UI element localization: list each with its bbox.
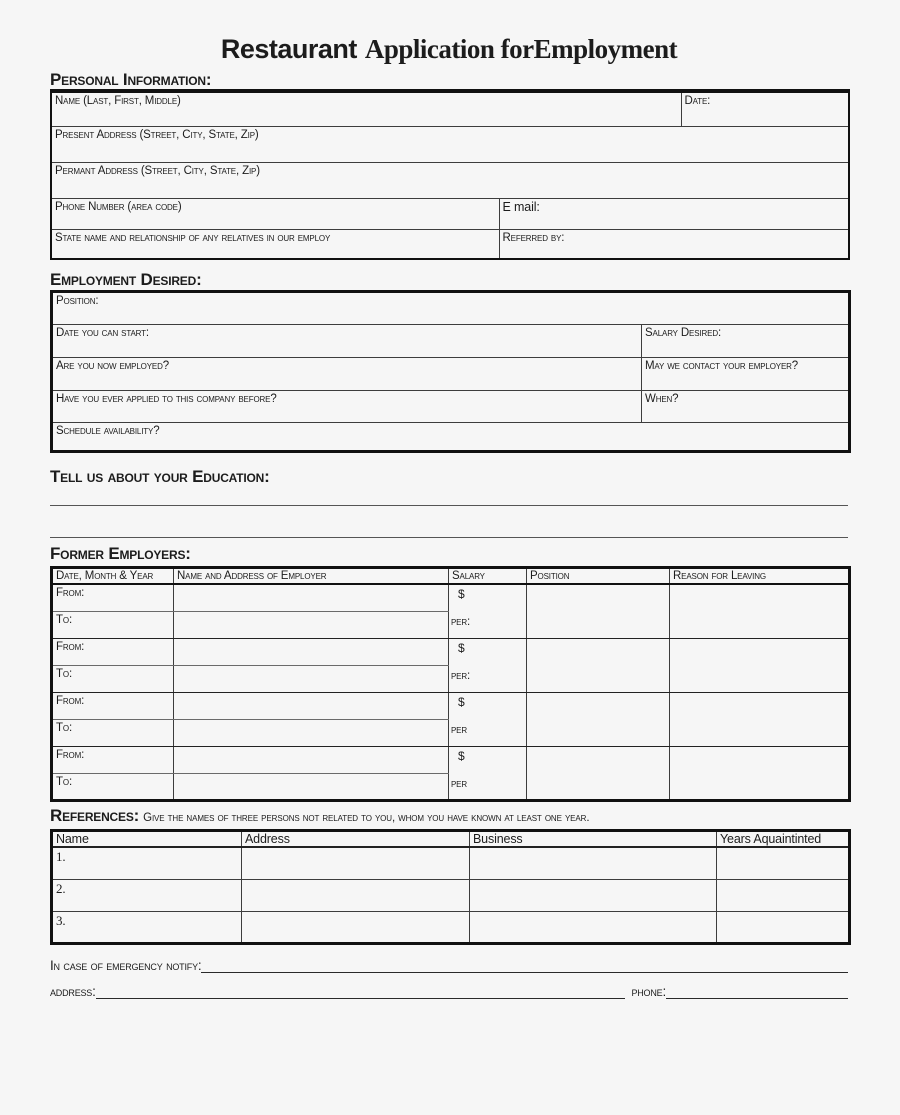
address-phone-row (50, 984, 848, 999)
schedule-availability-field-label: Schedule availability? (56, 425, 160, 437)
address-line[interactable] (96, 985, 626, 999)
reference-row-2 (52, 879, 850, 911)
reference1-business-cell[interactable] (470, 847, 717, 879)
per-label: per: (451, 669, 471, 682)
references-table (50, 829, 851, 945)
phone-label: phone: (631, 983, 666, 999)
employed-now-field-cell[interactable] (52, 358, 642, 391)
referred-by-field-label: Referred by: (502, 231, 565, 244)
per-label: per (451, 777, 467, 790)
employer2-name-cell[interactable] (174, 638, 449, 665)
relatives-field-label: State name and relationship of any relatives in our employ (55, 231, 331, 244)
phone-number-field-cell[interactable] (51, 198, 499, 229)
when-field-label: When? (645, 393, 679, 405)
to-label: To: (56, 775, 72, 788)
employer3-from-cell[interactable] (52, 692, 174, 719)
applied-before-field-label: Have you ever applied to this company before? (56, 393, 277, 405)
education-write-line-2[interactable] (50, 537, 848, 538)
employer1-name-cell[interactable] (174, 584, 449, 611)
to-label: To: (56, 667, 72, 680)
personal-information-table (50, 89, 850, 260)
employer2-to-cell[interactable] (52, 665, 174, 692)
reference1-address-cell[interactable] (242, 847, 470, 879)
email-field-label: E mail: (502, 199, 540, 214)
references-heading: References: (50, 805, 140, 825)
fe-col-header-salary: Salary (449, 568, 527, 585)
employer1-name-cell-2[interactable] (174, 611, 449, 638)
per-label: per: (451, 616, 471, 628)
dollar-sign: $ (458, 748, 465, 763)
from-label: From: (56, 694, 85, 707)
references-description: Give the names of three persons not related to you, whom you have known at least one year. (143, 811, 590, 824)
employer1-to-cell[interactable] (52, 611, 174, 638)
per-label: per (451, 723, 467, 736)
from-label: From: (56, 587, 85, 599)
start-date-field-label: Date you can start: (56, 327, 149, 339)
dollar-sign: $ (458, 694, 465, 709)
employer3-position-cell[interactable] (527, 692, 670, 746)
education-write-line-1[interactable] (50, 505, 848, 506)
contact-employer-field-cell[interactable] (642, 358, 850, 391)
reference2-address-cell[interactable] (242, 879, 470, 911)
dollar-sign: $ (458, 587, 465, 601)
employer4-name-cell-2[interactable] (174, 773, 449, 800)
address-label: address: (50, 983, 96, 999)
employer4-salary-cell[interactable] (449, 746, 527, 800)
phone-line[interactable] (666, 985, 848, 999)
form-title (50, 34, 848, 64)
reference3-years-cell[interactable] (717, 911, 850, 943)
ref-col-header-name: Name (52, 830, 242, 847)
employment-desired-table (50, 290, 851, 453)
employer1-reason-cell[interactable] (670, 584, 850, 638)
fe-col-header-date: Date, Month & Year (52, 568, 174, 585)
employer2-reason-cell[interactable] (670, 638, 850, 692)
salary-desired-field-cell[interactable] (642, 325, 850, 358)
fe-col-header-position: Position (527, 568, 670, 585)
personal-information-heading: Personal Information: (50, 70, 212, 89)
present-address-field-cell[interactable] (51, 126, 849, 162)
reference1-number: 1. (56, 849, 66, 864)
former-employers-heading: Former Employers: (50, 544, 191, 563)
reference2-business-cell[interactable] (470, 879, 717, 911)
email-field-cell[interactable] (499, 198, 849, 229)
permanent-address-field-cell[interactable] (51, 162, 849, 198)
form-title-restaurant: Restaurant (220, 34, 357, 64)
employer4-name-cell[interactable] (174, 746, 449, 773)
present-address-field-label: Present Address (Street, City, State, Zip) (55, 128, 259, 141)
education-heading: Tell us about your Education: (50, 467, 270, 486)
references-heading-row (50, 806, 848, 826)
employer3-name-cell[interactable] (174, 692, 449, 719)
employer2-position-cell[interactable] (527, 638, 670, 692)
reference-row-3 (52, 911, 850, 943)
reference3-business-cell[interactable] (470, 911, 717, 943)
reference1-years-cell[interactable] (717, 847, 850, 879)
employment-desired-heading: Employment Desired: (50, 270, 202, 289)
employer4-to-cell[interactable] (52, 773, 174, 800)
to-label: To: (56, 613, 72, 626)
employer2-from-cell[interactable] (52, 638, 174, 665)
emergency-notify-row (50, 958, 848, 973)
fe-col-header-reason: Reason for Leaving (670, 568, 850, 585)
reference-row-1 (52, 847, 850, 879)
date-field-label: Date: (684, 95, 711, 107)
reference2-years-cell[interactable] (717, 879, 850, 911)
start-date-field-cell[interactable] (52, 325, 642, 358)
emergency-notify-label: In case of emergency notify: (50, 957, 202, 973)
employer4-reason-cell[interactable] (670, 746, 850, 800)
employer1-salary-cell[interactable] (449, 584, 527, 638)
reference3-name-cell[interactable] (52, 911, 242, 943)
ref-col-header-business: Business (470, 830, 717, 847)
schedule-availability-field-cell[interactable] (52, 423, 850, 452)
employer4-position-cell[interactable] (527, 746, 670, 800)
permanent-address-field-label: Permant Address (Street, City, State, Zip) (55, 164, 260, 177)
employer1-from-cell[interactable] (52, 584, 174, 611)
to-label: To: (56, 721, 72, 734)
reference2-number: 2. (56, 880, 66, 896)
employer2-salary-cell[interactable] (449, 638, 527, 692)
position-field-cell[interactable] (52, 292, 850, 325)
salary-desired-field-label: Salary Desired: (645, 327, 721, 339)
position-field-label: Position: (56, 295, 99, 307)
from-label: From: (56, 748, 85, 761)
date-field-cell[interactable] (681, 91, 849, 126)
employer3-salary-cell[interactable] (449, 692, 527, 746)
employed-now-field-label: Are you now employed? (56, 360, 169, 372)
reference1-name-cell[interactable] (52, 847, 242, 879)
when-field-cell[interactable] (642, 391, 850, 423)
employer3-name-cell-2[interactable] (174, 719, 449, 746)
employer3-to-cell[interactable] (52, 719, 174, 746)
reference2-name-cell[interactable] (52, 879, 242, 911)
relatives-field-cell[interactable] (51, 229, 499, 259)
form-title-application: Application forEmployment (364, 34, 678, 64)
dollar-sign: $ (458, 640, 465, 655)
contact-employer-field-label: May we contact your employer? (645, 360, 799, 372)
phone-number-field-label: Phone Number (area code) (55, 200, 182, 213)
employer1-position-cell[interactable] (527, 584, 670, 638)
former-employers-table (50, 566, 851, 802)
ref-col-header-years: Years Aquaintinted (717, 830, 850, 847)
applied-before-field-cell[interactable] (52, 391, 642, 423)
employer2-name-cell-2[interactable] (174, 665, 449, 692)
reference3-number: 3. (56, 912, 66, 928)
name-field-cell[interactable] (51, 91, 681, 126)
employer3-reason-cell[interactable] (670, 692, 850, 746)
from-label: From: (56, 640, 85, 653)
emergency-notify-line[interactable] (201, 959, 848, 973)
fe-col-header-employer: Name and Address of Employer (174, 568, 449, 585)
reference3-address-cell[interactable] (242, 911, 470, 943)
employer4-from-cell[interactable] (52, 746, 174, 773)
name-field-label: Name (Last, First, Middle) (55, 95, 181, 107)
referred-by-field-cell[interactable] (499, 229, 849, 259)
ref-col-header-address: Address (242, 830, 470, 847)
